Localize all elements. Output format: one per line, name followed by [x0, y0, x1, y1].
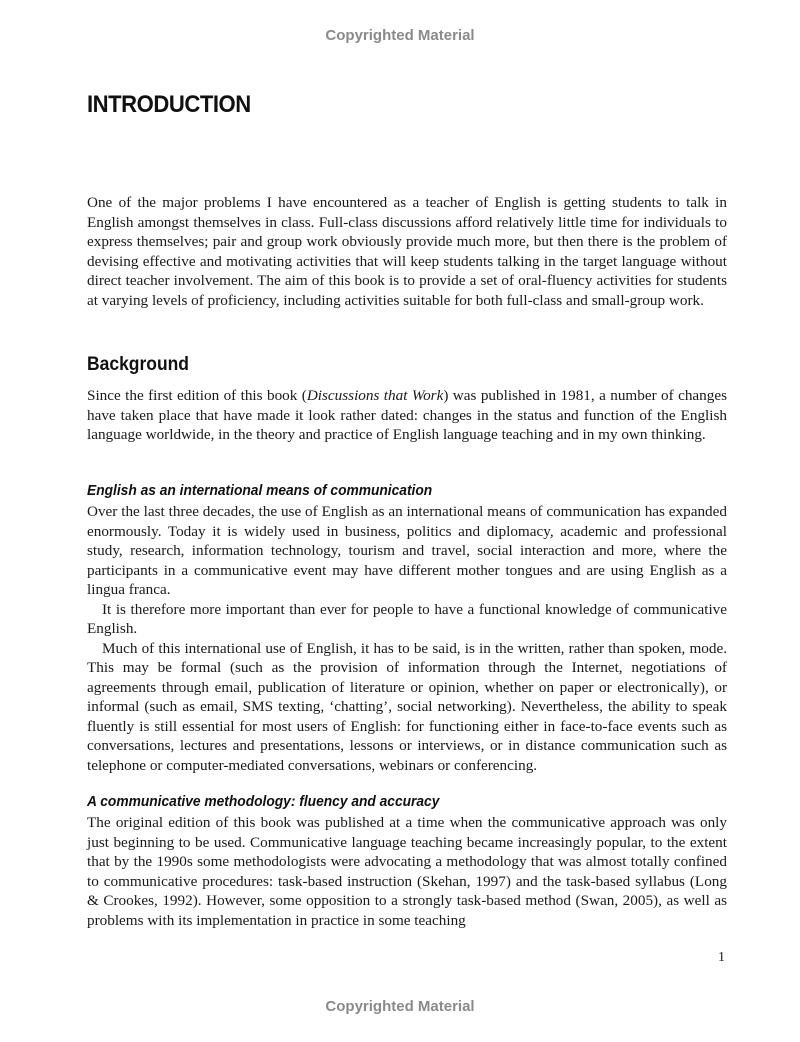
watermark-top: Copyrighted Material: [325, 27, 475, 44]
page-number: 1: [718, 950, 725, 965]
background-heading: Background: [87, 354, 189, 375]
methodology-section: [87, 813, 727, 930]
background-text-after: ) was published in 1981, a number of changes have taken place that have made it look rather dated: changes in the status and function of the English language worldwide, in the theory and practice of English language teaching and in my own thinking.: [87, 387, 727, 443]
page-title: INTRODUCTION: [87, 91, 251, 118]
watermark-bottom: Copyrighted Material: [325, 998, 475, 1015]
english-international-heading: English as an international means of communication: [87, 483, 433, 499]
background-paragraph: [87, 386, 727, 445]
background-text-before: Since the first edition of this book (: [87, 387, 307, 404]
methodology-heading: A communicative methodology: fluency and accuracy: [87, 794, 440, 810]
background-section: [87, 386, 727, 445]
english-paragraph-3: Much of this international use of English, it has to be said, is in the written, rather than spoken, mode. This may be formal (such as the provision of information through the Internet, negotiations of agreements through email, publication of literature or opinion, whether on paper or electronically), or informal (such as email, SMS texting, ‘chatting’, social networking). Nevertheless, the ability to speak fluently is still essential for most users of English: for functioning either in face-to-face events such as conversations, lectures and presentations, lessons or interviews, or in distance communication such as telephone or computer-mediated conversations, webinars or conferencing.: [87, 639, 727, 774]
intro-paragraph: One of the major problems I have encountered as a teacher of English is getting students to talk in English amongst themselves in class. Full-class discussions afford relatively little time for individuals to express themselves; pair and group work obviously provide much more, but then there is the problem of devising effective and motivating activities that will keep students talking in the target language without direct teacher involvement. The aim of this book is to provide a set of oral-fluency activities for students at varying levels of proficiency, including activities suitable for both full-class and small-group work.: [87, 194, 727, 309]
english-international-section: [87, 502, 727, 775]
methodology-paragraph: The original edition of this book was published at a time when the communicative approach was only just beginning to be used. Communicative language teaching became increasingly popular, to the extent that by the 1990s some methodologists were advocating a methodology that was almost totally confined to communicative procedures: task-based instruction (Skehan, 1997) and the task-based syllabus (Long & Crookes, 1992). However, some opposition to a strongly task-based method (Swan, 2005), as well as problems with its implementation in practice in some teaching: [87, 814, 727, 929]
english-paragraph-2: It is therefore more important than ever for people to have a functional knowledge of communicative English.: [87, 600, 727, 637]
book-title: Discussions that Work: [306, 387, 444, 404]
english-paragraph-1: Over the last three decades, the use of English as an international means of communication has expanded enormously. Today it is widely used in business, politics and diplomacy, academic and professional study, research, information technology, tourism and travel, social interaction and more, where the participants in a communicative event may have different mother tongues and are using English as a lingua franca.: [87, 503, 727, 598]
intro-section: [87, 193, 727, 310]
